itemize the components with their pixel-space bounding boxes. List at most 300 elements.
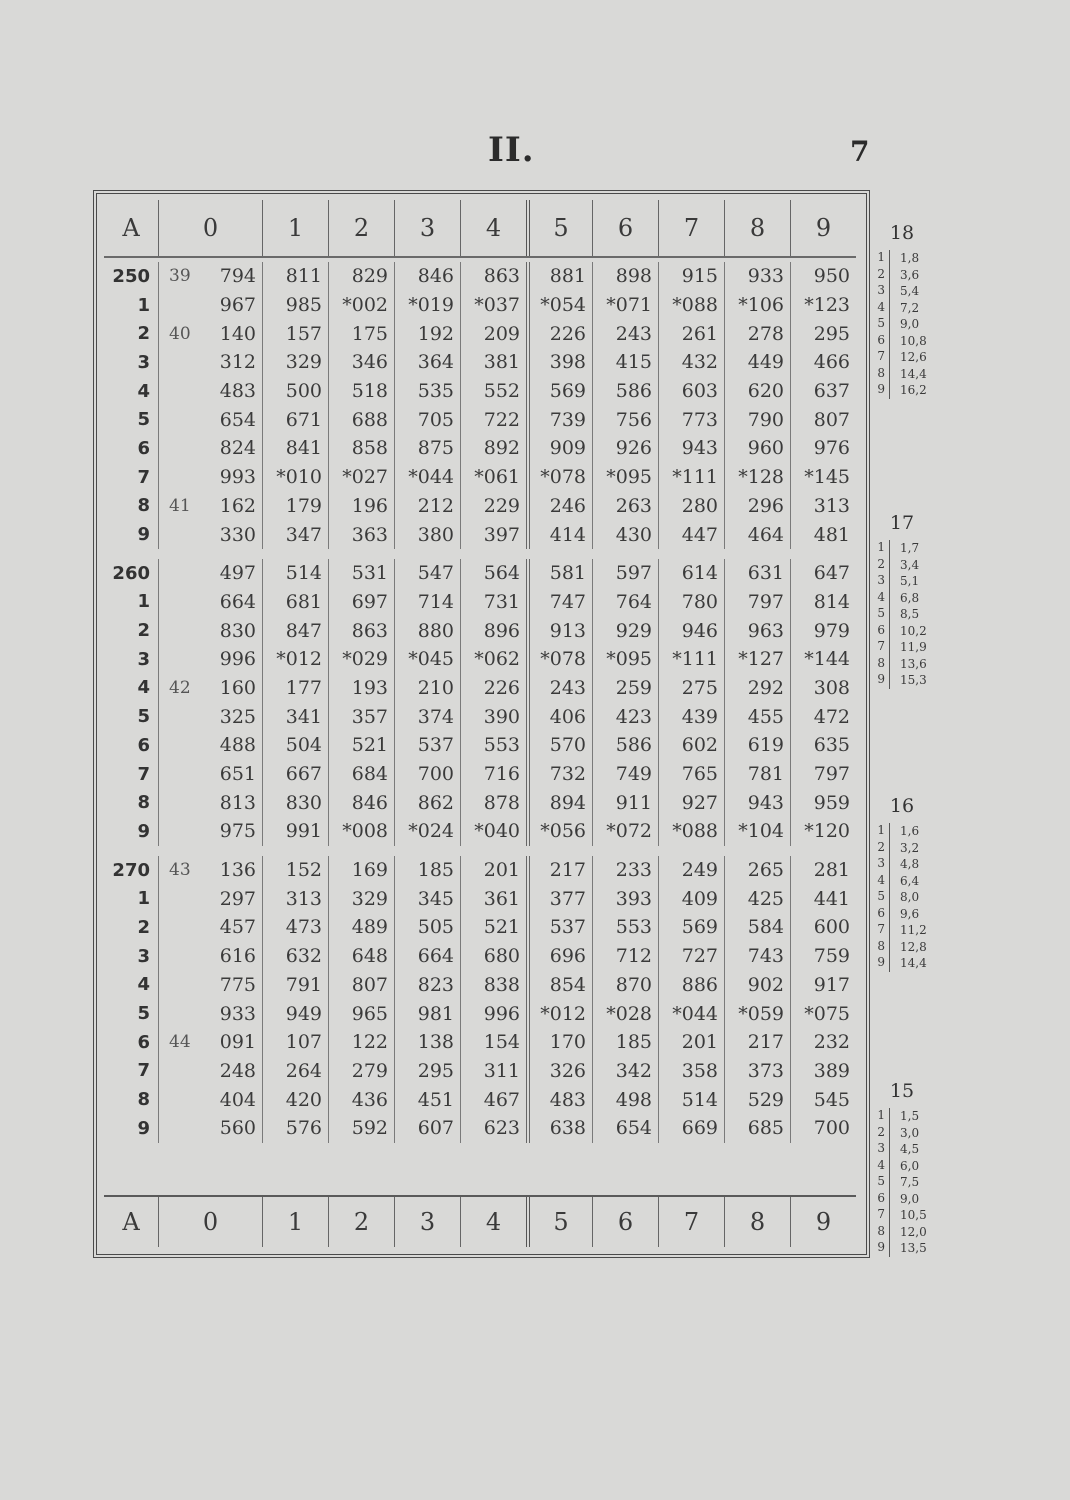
part-value: 5,4 xyxy=(900,284,920,299)
mantissa-value: 651 xyxy=(219,763,256,786)
mantissa-cell-3: 185 xyxy=(394,856,460,885)
mantissa-cell-9: *075 xyxy=(790,999,856,1028)
mantissa-cell-0 xyxy=(158,913,262,942)
mantissa-cell-6: 764 xyxy=(592,588,658,617)
mantissa-value: 996 xyxy=(219,648,256,671)
part-index: 1 xyxy=(872,250,890,267)
section-title: II. xyxy=(488,130,535,170)
table-row xyxy=(104,520,856,549)
mantissa-cell-1: 671 xyxy=(262,405,328,434)
mantissa-cell-6: 415 xyxy=(592,348,658,377)
mantissa-cell-3: *019 xyxy=(394,291,460,320)
part-value: 12,8 xyxy=(900,939,927,954)
header-digit-0: 0 xyxy=(158,200,262,256)
mantissa-cell-4: *040 xyxy=(460,817,526,846)
part-row xyxy=(872,573,962,590)
table-row xyxy=(104,319,856,348)
part-value: 1,6 xyxy=(900,824,920,839)
mantissa-cell-9: 295 xyxy=(790,319,856,348)
arg-cell: 1 xyxy=(137,294,150,316)
mantissa-cell-6: 870 xyxy=(592,971,658,1000)
mantissa-cell-4: 226 xyxy=(460,674,526,703)
part-value: 9,0 xyxy=(900,317,920,332)
mantissa-cell-0 xyxy=(158,405,262,434)
arg-cell: 4 xyxy=(137,677,150,699)
mantissa-cell-7: 447 xyxy=(658,520,724,549)
mantissa-cell-5: 537 xyxy=(526,913,592,942)
mantissa-cell-6: 430 xyxy=(592,520,658,549)
footer-digit-3: 3 xyxy=(394,1197,460,1247)
mantissa-cell-2: 521 xyxy=(328,731,394,760)
mantissa-cell-7: 602 xyxy=(658,731,724,760)
leading-digits: 39 xyxy=(169,266,191,287)
mantissa-cell-0 xyxy=(158,1114,262,1143)
mantissa-value: 497 xyxy=(219,562,256,585)
arg-cell: 260 xyxy=(112,562,150,584)
mantissa-cell-9: 950 xyxy=(790,262,856,291)
mantissa-cell-3: 823 xyxy=(394,971,460,1000)
part-index: 6 xyxy=(872,906,890,923)
mantissa-cell-7: *088 xyxy=(658,291,724,320)
mantissa-cell-7: 432 xyxy=(658,348,724,377)
mantissa-cell-5: 398 xyxy=(526,348,592,377)
part-value: 5,1 xyxy=(900,574,920,589)
mantissa-cell-4: 229 xyxy=(460,492,526,521)
part-row xyxy=(872,1174,962,1191)
arg-cell: 7 xyxy=(137,1060,150,1082)
arg-cell: 5 xyxy=(137,706,150,728)
part-index: 4 xyxy=(872,873,890,890)
mantissa-cell-8: *104 xyxy=(724,817,790,846)
part-row xyxy=(872,540,962,557)
leading-digits: 40 xyxy=(169,323,191,344)
mantissa-cell-3: 547 xyxy=(394,559,460,588)
part-index: 8 xyxy=(872,656,890,673)
table-footer-row xyxy=(104,1195,856,1247)
part-value: 8,0 xyxy=(900,890,920,905)
part-value: 12,0 xyxy=(900,1224,927,1239)
leading-digits: 44 xyxy=(169,1032,191,1053)
mantissa-cell-8: 797 xyxy=(724,588,790,617)
mantissa-cell-3: 138 xyxy=(394,1028,460,1057)
mantissa-cell-6: 929 xyxy=(592,616,658,645)
proportional-parts-block xyxy=(872,1080,962,1257)
part-value: 1,8 xyxy=(900,251,920,266)
mantissa-cell-7: 780 xyxy=(658,588,724,617)
mantissa-cell-1: 500 xyxy=(262,377,328,406)
mantissa-cell-4: 878 xyxy=(460,788,526,817)
mantissa-cell-5: 326 xyxy=(526,1057,592,1086)
part-row xyxy=(872,333,962,350)
part-row xyxy=(872,906,962,923)
difference-label: 17 xyxy=(889,512,915,534)
part-value: 4,8 xyxy=(900,857,920,872)
arg-cell: 3 xyxy=(137,945,150,967)
part-value: 6,4 xyxy=(900,873,920,888)
mantissa-cell-2: 357 xyxy=(328,702,394,731)
mantissa-cell-6: 898 xyxy=(592,262,658,291)
mantissa-cell-5: 569 xyxy=(526,377,592,406)
mantissa-cell-1: 830 xyxy=(262,788,328,817)
mantissa-cell-9: 979 xyxy=(790,616,856,645)
leading-digits: 41 xyxy=(169,495,191,516)
mantissa-value: 248 xyxy=(219,1059,256,1082)
table-row xyxy=(104,377,856,406)
mantissa-cell-8: 464 xyxy=(724,520,790,549)
mantissa-cell-5: *078 xyxy=(526,645,592,674)
mantissa-cell-3: 981 xyxy=(394,999,460,1028)
part-row xyxy=(872,639,962,656)
table-header-row xyxy=(104,200,856,258)
table-row xyxy=(104,1085,856,1114)
header-digit-5: 5 xyxy=(526,200,592,256)
part-value: 1,7 xyxy=(900,541,920,556)
mantissa-cell-0 xyxy=(158,1057,262,1086)
footer-digit-0: 0 xyxy=(158,1197,262,1247)
mantissa-cell-3: 880 xyxy=(394,616,460,645)
leading-digits: 42 xyxy=(169,677,191,698)
table-row xyxy=(104,1028,856,1057)
mantissa-cell-7: 669 xyxy=(658,1114,724,1143)
mantissa-cell-7: 569 xyxy=(658,913,724,942)
part-row xyxy=(872,250,962,267)
mantissa-cell-6: 749 xyxy=(592,760,658,789)
header-arg: A xyxy=(122,214,140,242)
mantissa-cell-3: 451 xyxy=(394,1085,460,1114)
mantissa-cell-0 xyxy=(158,434,262,463)
mantissa-cell-9: 759 xyxy=(790,942,856,971)
table-row xyxy=(104,1057,856,1086)
proportional-parts-block xyxy=(872,795,962,972)
mantissa-cell-7: 927 xyxy=(658,788,724,817)
mantissa-value: 160 xyxy=(219,676,256,699)
header-digit-3: 3 xyxy=(394,200,460,256)
mantissa-value: 794 xyxy=(219,265,256,288)
mantissa-cell-2: 279 xyxy=(328,1057,394,1086)
mantissa-cell-3: 700 xyxy=(394,760,460,789)
table-row xyxy=(104,971,856,1000)
part-value: 4,5 xyxy=(900,1142,920,1157)
mantissa-cell-2: 846 xyxy=(328,788,394,817)
mantissa-cell-9: *120 xyxy=(790,817,856,846)
arg-cell: 8 xyxy=(137,495,150,517)
arg-cell: 6 xyxy=(137,1031,150,1053)
footer-digit-1: 1 xyxy=(262,1197,328,1247)
mantissa-cell-9: 472 xyxy=(790,702,856,731)
footer-digit-8: 8 xyxy=(724,1197,790,1247)
mantissa-cell-8: 902 xyxy=(724,971,790,1000)
arg-cell: 2 xyxy=(137,323,150,345)
part-index: 3 xyxy=(872,1141,890,1158)
mantissa-cell-4: *062 xyxy=(460,645,526,674)
mantissa-cell-2: 531 xyxy=(328,559,394,588)
part-value: 13,5 xyxy=(900,1241,927,1256)
mantissa-cell-5: 217 xyxy=(526,856,592,885)
mantissa-cell-1: 313 xyxy=(262,884,328,913)
mantissa-value: 162 xyxy=(219,494,256,517)
part-value: 8,5 xyxy=(900,607,920,622)
mantissa-cell-3: 364 xyxy=(394,348,460,377)
mantissa-cell-9: 647 xyxy=(790,559,856,588)
mantissa-cell-1: 264 xyxy=(262,1057,328,1086)
mantissa-cell-2: 346 xyxy=(328,348,394,377)
part-row xyxy=(872,366,962,383)
mantissa-cell-0 xyxy=(158,674,262,703)
part-value: 3,4 xyxy=(900,557,920,572)
mantissa-cell-3: 295 xyxy=(394,1057,460,1086)
mantissa-value: 136 xyxy=(219,859,256,882)
part-index: 7 xyxy=(872,639,890,656)
mantissa-cell-5: 377 xyxy=(526,884,592,913)
mantissa-cell-9: *144 xyxy=(790,645,856,674)
part-index: 6 xyxy=(872,623,890,640)
mantissa-cell-2: *008 xyxy=(328,817,394,846)
part-index: 3 xyxy=(872,856,890,873)
header-digit-6: 6 xyxy=(592,200,658,256)
mantissa-cell-3: *024 xyxy=(394,817,460,846)
part-index: 4 xyxy=(872,1158,890,1175)
part-index: 1 xyxy=(872,823,890,840)
mantissa-cell-5: 909 xyxy=(526,434,592,463)
mantissa-cell-9: 814 xyxy=(790,588,856,617)
table-row xyxy=(104,262,856,291)
part-row xyxy=(872,1158,962,1175)
part-value: 10,2 xyxy=(900,623,927,638)
mantissa-cell-5: 739 xyxy=(526,405,592,434)
arg-cell: 7 xyxy=(137,466,150,488)
mantissa-value: 975 xyxy=(219,820,256,843)
table-row xyxy=(104,492,856,521)
arg-cell: 6 xyxy=(137,437,150,459)
mantissa-cell-5: 226 xyxy=(526,319,592,348)
arg-cell: 3 xyxy=(137,648,150,670)
part-index: 7 xyxy=(872,349,890,366)
mantissa-cell-0 xyxy=(158,884,262,913)
arg-cell: 4 xyxy=(137,974,150,996)
mantissa-cell-2: 193 xyxy=(328,674,394,703)
mantissa-cell-8: 449 xyxy=(724,348,790,377)
mantissa-cell-6: 654 xyxy=(592,1114,658,1143)
mantissa-cell-8: 278 xyxy=(724,319,790,348)
part-index: 3 xyxy=(872,573,890,590)
mantissa-cell-5: 414 xyxy=(526,520,592,549)
arg-cell: 1 xyxy=(137,591,150,613)
mantissa-cell-8: 963 xyxy=(724,616,790,645)
mantissa-cell-4: 209 xyxy=(460,319,526,348)
mantissa-value: 457 xyxy=(219,916,256,939)
part-index: 8 xyxy=(872,1224,890,1241)
part-row xyxy=(872,382,962,399)
mantissa-cell-1: 504 xyxy=(262,731,328,760)
part-index: 9 xyxy=(872,1240,890,1257)
mantissa-cell-4: 552 xyxy=(460,377,526,406)
mantissa-cell-1: 991 xyxy=(262,817,328,846)
mantissa-value: 325 xyxy=(219,705,256,728)
part-row xyxy=(872,823,962,840)
mantissa-cell-5: 881 xyxy=(526,262,592,291)
part-row xyxy=(872,557,962,574)
mantissa-cell-6: 259 xyxy=(592,674,658,703)
table-row xyxy=(104,1114,856,1143)
table-row xyxy=(104,405,856,434)
mantissa-cell-1: 473 xyxy=(262,913,328,942)
part-value: 1,5 xyxy=(900,1109,920,1124)
mantissa-value: 330 xyxy=(219,523,256,546)
mantissa-cell-6: 926 xyxy=(592,434,658,463)
mantissa-cell-9: 976 xyxy=(790,434,856,463)
table-row xyxy=(104,788,856,817)
part-row xyxy=(872,606,962,623)
mantissa-cell-1: 847 xyxy=(262,616,328,645)
table-row xyxy=(104,645,856,674)
footer-digit-6: 6 xyxy=(592,1197,658,1247)
mantissa-cell-8: 620 xyxy=(724,377,790,406)
mantissa-cell-1: 681 xyxy=(262,588,328,617)
part-value: 9,0 xyxy=(900,1191,920,1206)
arg-cell: 9 xyxy=(137,1117,150,1139)
mantissa-cell-1: 152 xyxy=(262,856,328,885)
mantissa-cell-5: *056 xyxy=(526,817,592,846)
part-row xyxy=(872,1240,962,1257)
mantissa-cell-7: 249 xyxy=(658,856,724,885)
arg-cell: 9 xyxy=(137,524,150,546)
mantissa-cell-4: 896 xyxy=(460,616,526,645)
mantissa-cell-9: 807 xyxy=(790,405,856,434)
mantissa-cell-2: 329 xyxy=(328,884,394,913)
mantissa-cell-2: 684 xyxy=(328,760,394,789)
mantissa-cell-9: 441 xyxy=(790,884,856,913)
mantissa-cell-2: 829 xyxy=(328,262,394,291)
header-digit-9: 9 xyxy=(790,200,856,256)
mantissa-cell-9: *145 xyxy=(790,463,856,492)
part-row xyxy=(872,672,962,689)
arg-cell: 9 xyxy=(137,820,150,842)
part-index: 5 xyxy=(872,316,890,333)
part-value: 16,2 xyxy=(900,383,927,398)
part-index: 2 xyxy=(872,1125,890,1142)
part-row xyxy=(872,283,962,300)
part-value: 14,4 xyxy=(900,366,927,381)
mantissa-cell-6: 393 xyxy=(592,884,658,913)
row-group xyxy=(104,856,856,1143)
part-row xyxy=(872,267,962,284)
part-row xyxy=(872,840,962,857)
mantissa-cell-8: 265 xyxy=(724,856,790,885)
mantissa-cell-0 xyxy=(158,559,262,588)
mantissa-cell-8: 425 xyxy=(724,884,790,913)
mantissa-cell-3: 345 xyxy=(394,884,460,913)
mantissa-cell-7: 603 xyxy=(658,377,724,406)
mantissa-cell-7: *111 xyxy=(658,645,724,674)
mantissa-cell-8: *106 xyxy=(724,291,790,320)
mantissa-cell-8: 631 xyxy=(724,559,790,588)
mantissa-cell-9: 481 xyxy=(790,520,856,549)
mantissa-cell-0 xyxy=(158,731,262,760)
mantissa-cell-9: 917 xyxy=(790,971,856,1000)
mantissa-cell-4: 467 xyxy=(460,1085,526,1114)
part-index: 9 xyxy=(872,672,890,689)
difference-label: 16 xyxy=(889,795,915,817)
mantissa-cell-5: 638 xyxy=(526,1114,592,1143)
mantissa-cell-2: *029 xyxy=(328,645,394,674)
mantissa-value: 993 xyxy=(219,466,256,489)
mantissa-cell-0 xyxy=(158,291,262,320)
footer-digit-9: 9 xyxy=(790,1197,856,1247)
mantissa-cell-0 xyxy=(158,492,262,521)
header-digit-8: 8 xyxy=(724,200,790,256)
part-row xyxy=(872,955,962,972)
part-index: 8 xyxy=(872,939,890,956)
mantissa-cell-2: *002 xyxy=(328,291,394,320)
part-row xyxy=(872,922,962,939)
mantissa-cell-3: 607 xyxy=(394,1114,460,1143)
mantissa-cell-5: 854 xyxy=(526,971,592,1000)
mantissa-cell-3: 875 xyxy=(394,434,460,463)
mantissa-cell-6: 756 xyxy=(592,405,658,434)
part-index: 6 xyxy=(872,1191,890,1208)
part-value: 13,6 xyxy=(900,656,927,671)
mantissa-cell-7: 280 xyxy=(658,492,724,521)
mantissa-cell-0 xyxy=(158,616,262,645)
mantissa-value: 664 xyxy=(219,590,256,613)
part-value: 7,5 xyxy=(900,1175,920,1190)
mantissa-cell-4: 154 xyxy=(460,1028,526,1057)
mantissa-cell-8: 455 xyxy=(724,702,790,731)
mantissa-cell-4: 863 xyxy=(460,262,526,291)
mantissa-cell-7: *111 xyxy=(658,463,724,492)
mantissa-cell-2: 196 xyxy=(328,492,394,521)
mantissa-cell-3: 505 xyxy=(394,913,460,942)
part-value: 12,6 xyxy=(900,350,927,365)
mantissa-value: 297 xyxy=(219,887,256,910)
part-index: 3 xyxy=(872,283,890,300)
mantissa-cell-7: *088 xyxy=(658,817,724,846)
mantissa-cell-3: 714 xyxy=(394,588,460,617)
part-index: 8 xyxy=(872,366,890,383)
mantissa-cell-2: 122 xyxy=(328,1028,394,1057)
part-index: 4 xyxy=(872,300,890,317)
mantissa-cell-8: 584 xyxy=(724,913,790,942)
mantissa-cell-1: 514 xyxy=(262,559,328,588)
mantissa-cell-9: 635 xyxy=(790,731,856,760)
mantissa-cell-6: *095 xyxy=(592,463,658,492)
mantissa-cell-4: 564 xyxy=(460,559,526,588)
mantissa-value: 488 xyxy=(219,734,256,757)
difference-label: 18 xyxy=(889,222,915,244)
mantissa-cell-7: 201 xyxy=(658,1028,724,1057)
part-row xyxy=(872,1108,962,1125)
mantissa-cell-8: 292 xyxy=(724,674,790,703)
mantissa-cell-9: 389 xyxy=(790,1057,856,1086)
mantissa-cell-5: 913 xyxy=(526,616,592,645)
arg-cell: 4 xyxy=(137,380,150,402)
mantissa-cell-6: *072 xyxy=(592,817,658,846)
mantissa-cell-3: 374 xyxy=(394,702,460,731)
mantissa-cell-8: *127 xyxy=(724,645,790,674)
mantissa-cell-4: 731 xyxy=(460,588,526,617)
mantissa-cell-5: *078 xyxy=(526,463,592,492)
part-row xyxy=(872,1141,962,1158)
mantissa-cell-0 xyxy=(158,463,262,492)
table-row xyxy=(104,913,856,942)
mantissa-cell-3: 192 xyxy=(394,319,460,348)
mantissa-cell-2: 363 xyxy=(328,520,394,549)
table-row xyxy=(104,731,856,760)
arg-cell: 8 xyxy=(137,792,150,814)
mantissa-value: 830 xyxy=(219,619,256,642)
part-row xyxy=(872,1191,962,1208)
mantissa-cell-0 xyxy=(158,1085,262,1114)
